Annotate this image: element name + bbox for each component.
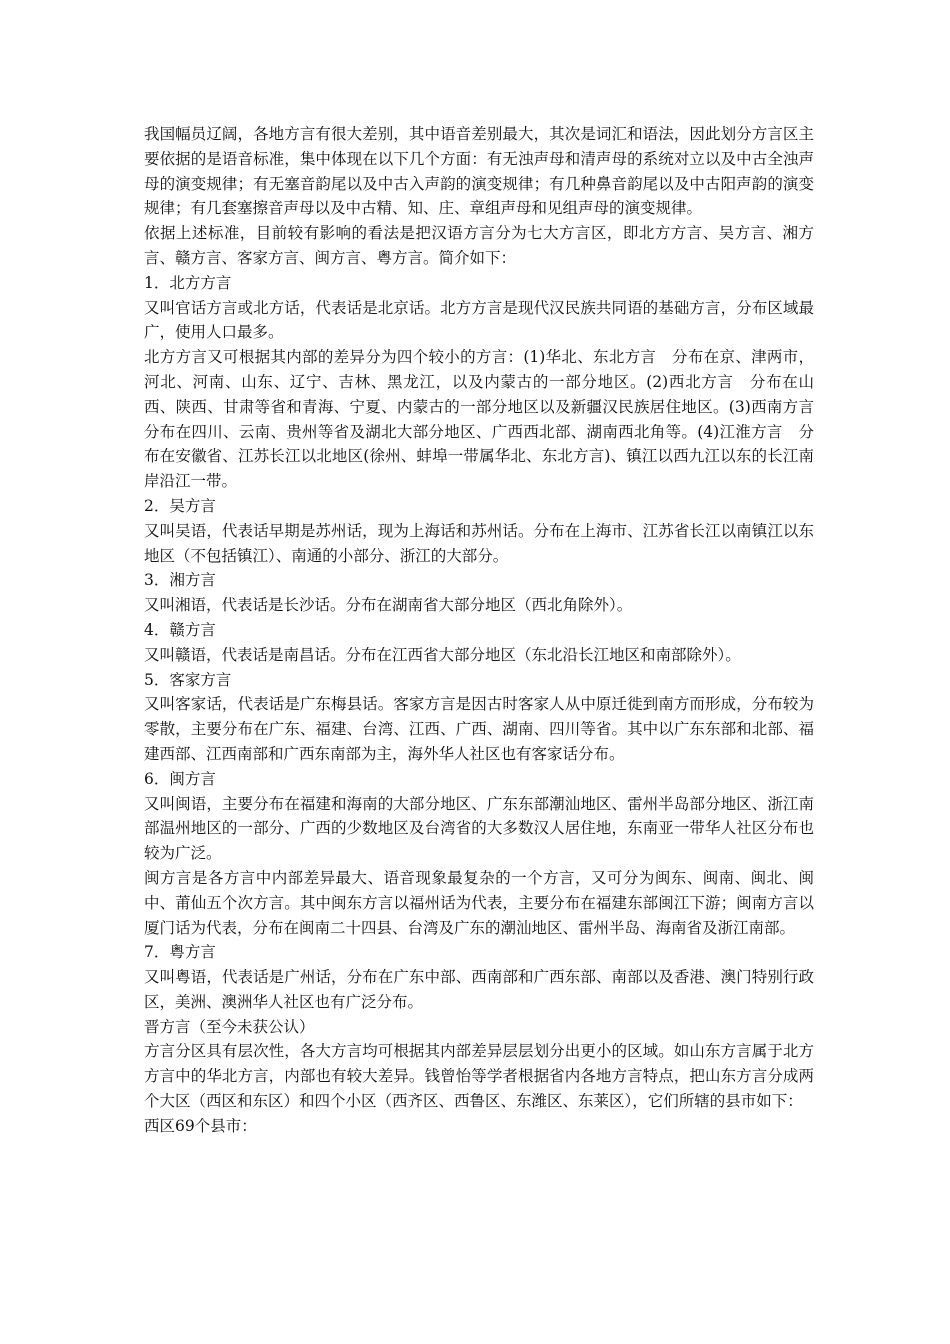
hakka-description: 又叫客家话，代表话是广东梅县话。客家方言是因古时客家人从中原迁徙到南方而形成，分布较为零散，主要分布在广东、福建、台湾、江西、广西、湖南、四川等省。其中以广东东部和北部、福建西部、江西南部和广西东南部为主，海外华人社区也有客家话分布。 bbox=[144, 695, 814, 763]
section-heading-hakka: 5．客家方言 bbox=[144, 670, 232, 689]
gan-description: 又叫赣语，代表话是南昌话。分布在江西省大部分地区（东北沿长江地区和南部除外）。 bbox=[144, 645, 741, 664]
section-heading-gan: 4．赣方言 bbox=[144, 620, 216, 639]
yue-description: 又叫粤语，代表话是广州话，分布在广东中部、西南部和广西东部、南部以及香港、澳门特别行政区，美洲、澳洲华人社区也有广泛分布。 bbox=[144, 968, 814, 1011]
document-body bbox=[144, 122, 830, 1139]
section-heading-yue: 7．粤方言 bbox=[144, 943, 216, 962]
section-heading-jin: 晋方言（至今未获公认） bbox=[144, 1017, 315, 1036]
section-heading-xiang: 3．湘方言 bbox=[144, 571, 216, 590]
section-heading-wu: 2．吴方言 bbox=[144, 496, 216, 515]
intro-paragraph: 我国幅员辽阔，各地方言有很大差别，其中语音差别最大，其次是词汇和语法，因此划分方言区主要依据的是语音标准，集中体现在以下几个方面：有无浊声母和清声母的系统对立以及中古全浊声母的演变规律；有无塞音韵尾以及中古入声韵的演变规律；有几种鼻音韵尾以及中古阳声韵的演变规律；有几套塞擦音声母以及中古精、知、庄、章组声母和见组声母的演变规律。 bbox=[144, 125, 814, 218]
wu-description: 又叫吴语，代表话早期是苏州话，现为上海话和苏州话。分布在上海市、江苏省长江以南镇江以东地区（不包括镇江）、南通的小部分、浙江的大部分。 bbox=[144, 521, 814, 565]
xiang-description: 又叫湘语，代表话是长沙话。分布在湖南省大部分地区（西北角除外）。 bbox=[144, 596, 633, 615]
northern-description: 又叫官话方言或北方话，代表话是北京话。北方方言是现代汉民族共同语的基础方言，分布区域最广，使用人口最多。 bbox=[144, 298, 814, 342]
min-description: 又叫闽语，主要分布在福建和海南的大部分地区、广东东部潮汕地区、雷州半岛部分地区、浙江南部温州地区的一部分、广西的少数地区及台湾省的大多数汉人居住地，东南亚一带华人社区分布也较为广泛。 bbox=[144, 794, 814, 863]
classification-paragraph: 依据上述标准，目前较有影响的看法是把汉语方言分为七大方言区，即北方方言、吴方言、湘方言、赣方言、客家方言、闽方言、粤方言。简介如下： bbox=[144, 224, 814, 267]
shandong-dialects-paragraph: 方言分区具有层次性，各大方言均可根据其内部差异层层划分出更小的区域。如山东方言属于北方方言中的华北方言，内部也有较大差异。钱曾怡等学者根据省内各地方言特点，把山东方言分成两个大区（西区和东区）和四个小区（西齐区、西鲁区、东潍区、东莱区），它们所辖的县市如下： bbox=[144, 1042, 814, 1111]
northern-subdivisions: 北方方言又可根据其内部的差异分为四个较小的方言：(1)华北、东北方言 分布在京、津两市，河北、河南、山东、辽宁、吉林、黑龙江，以及内蒙古的一部分地区。(2)西北方言 分布在山西、陕西、甘肃等省和青海、宁夏、内蒙古的一部分地区以及新疆汉民族居住地区。(3)西南方言 分布在四川、云南、贵州等省及湖北大部分地区、广西西北部、湖南西北角等。(4)江淮方言 分布在安徽省、江苏长江以北地区(徐州、蚌埠一带属华北、东北方言)、镇江以西九江以东的长江南岸沿江一带。 bbox=[144, 348, 830, 491]
section-heading-min: 6．闽方言 bbox=[144, 769, 216, 788]
section-heading-northern: 1．北方方言 bbox=[144, 273, 232, 292]
west-region-heading: 西区69个县市： bbox=[144, 1116, 257, 1135]
min-subdivisions: 闽方言是各方言中内部差异最大、语音现象最复杂的一个方言，又可分为闽东、闽南、闽北、闽中、莆仙五个次方言。其中闽东方言以福州话为代表，主要分布在福建东部闽江下游；闽南方言以厦门话为代表，分布在闽南二十四县、台湾及广东的潮汕地区、雷州半岛、海南省及浙江南部。 bbox=[144, 868, 814, 937]
